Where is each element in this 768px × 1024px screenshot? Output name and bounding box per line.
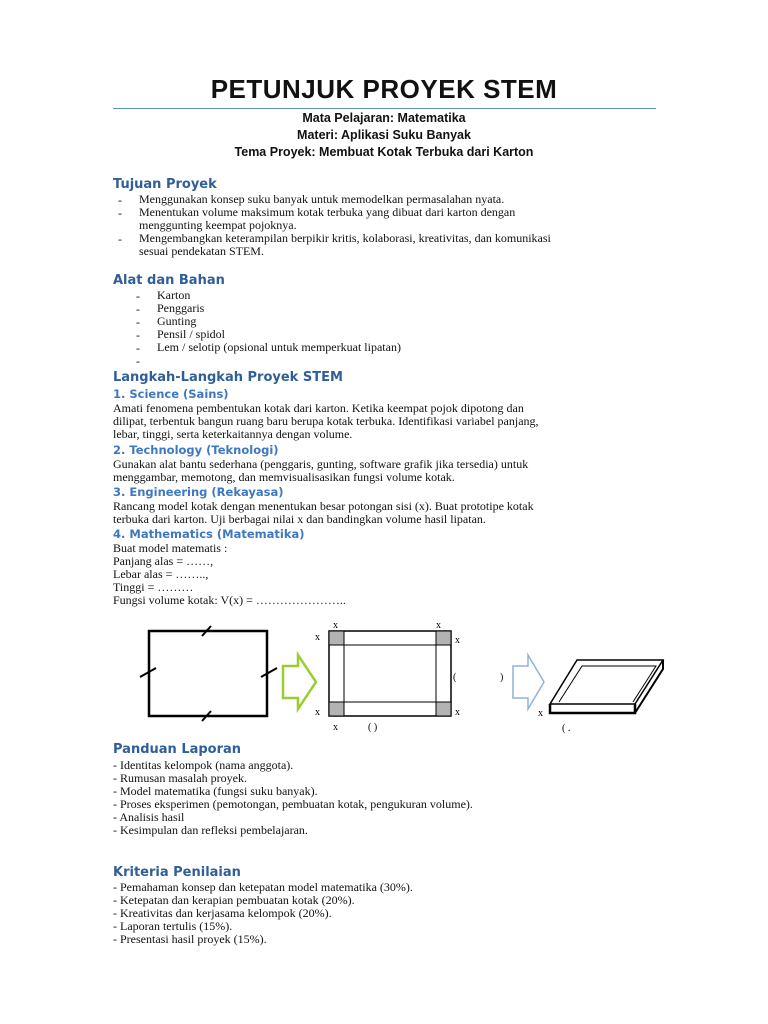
label-x: x	[333, 722, 338, 733]
list-item: - Kreativitas dan kerjasama kelompok (20%).	[113, 906, 332, 920]
list-item: - Proses eksperimen (pemotongan, pembuatan kotak, pengukuran volume).	[113, 797, 473, 811]
list-item: - Analisis hasil	[113, 810, 185, 824]
technology-heading: 2. Technology (Teknologi)	[113, 443, 279, 457]
paragraph-line: Gunakan alat bantu sederhana (penggaris, gunting, software grafik jika tersedia) untuk	[113, 457, 529, 471]
corner-square	[436, 702, 451, 716]
paragraph-line: Lebar alas = ……..,	[113, 567, 209, 581]
carton-sheet	[140, 626, 277, 721]
cut-corners-sheet	[315, 620, 460, 733]
mathematics-heading: 4. Mathematics (Matematika)	[113, 527, 305, 541]
label-paren: ( .	[562, 723, 571, 734]
material-line: Materi: Aplikasi Suku Banyak	[297, 128, 471, 142]
paragraph-line: terbuka dari karton. Uji berbagai nilai x dan bandingkan volume hasil lipatan.	[113, 512, 486, 526]
list-item: - Rumusan masalah proyek.	[113, 771, 247, 785]
list-bullet: -	[136, 328, 140, 342]
label-paren: ( )	[368, 722, 378, 733]
label-x: x	[315, 632, 320, 643]
paragraph-line: Tinggi = ………	[113, 580, 194, 594]
paragraph-line: menggambar, memotong, dan memvisualisasikan fungsi volume kotak.	[113, 470, 455, 484]
alat-heading: Alat dan Bahan	[113, 273, 225, 288]
list-bullet: -	[118, 193, 122, 207]
page-title: PETUNJUK PROYEK STEM	[210, 74, 558, 104]
label-x: x	[315, 707, 320, 718]
list-bullet: -	[136, 315, 140, 329]
list-bullet: -	[136, 289, 140, 303]
list-bullet: -	[118, 206, 122, 220]
list-item: Pensil / spidol	[157, 327, 226, 341]
label-paren: )	[500, 672, 504, 683]
subject-line: Mata Pelajaran: Matematika	[302, 111, 466, 125]
corner-square	[329, 702, 344, 716]
paragraph-line: Fungsi volume kotak: V(x) = …………………..	[113, 593, 346, 607]
paragraph-line: Buat model matematis :	[113, 541, 228, 555]
paragraph-line: dilipat, terbentuk bangun ruang baru berupa kotak terbuka. Identifikasi variabel panjang,	[113, 414, 539, 428]
paragraph-line: Panjang alas = ……,	[113, 554, 214, 568]
paragraph-line: Amati fenomena pembentukan kotak dari karton. Ketika keempat pojok dipotong dan	[113, 401, 524, 415]
corner-square	[436, 631, 451, 645]
list-item: Mengembangkan keterampilan berpikir kritis, kolaborasi, kreativitas, dan komunikasi	[139, 231, 551, 245]
list-item: - Ketepatan dan kerapian pembuatan kotak (20%).	[113, 893, 355, 907]
kriteria-heading: Kriteria Penilaian	[113, 865, 241, 880]
label-x: x	[436, 620, 441, 631]
label-paren: (	[453, 672, 457, 683]
paragraph-line: Rancang model kotak dengan menentukan besar potongan sisi (x). Buat prototipe kotak	[113, 499, 534, 513]
list-bullet: -	[136, 341, 140, 355]
langkah-heading: Langkah-Langkah Proyek STEM	[113, 370, 343, 385]
list-item-continued: sesuai pendekatan STEM.	[139, 244, 264, 258]
list-item: Menggunakan konsep suku banyak untuk memodelkan permasalahan nyata.	[139, 192, 505, 206]
list-item: - Identitas kelompok (nama anggota).	[113, 758, 294, 772]
corner-square	[329, 631, 344, 645]
open-box	[538, 660, 663, 734]
paragraph-line: lebar, tinggi, serta keterkaitannya dengan volume.	[113, 427, 353, 441]
label-x: x	[333, 620, 338, 631]
science-heading: 1. Science (Sains)	[113, 387, 229, 401]
label-x: x	[455, 635, 460, 646]
list-bullet: -	[118, 232, 122, 246]
list-item: Gunting	[157, 314, 197, 328]
tujuan-heading: Tujuan Proyek	[113, 177, 217, 192]
label-x: x	[538, 708, 543, 719]
box-folding-diagram	[130, 618, 670, 738]
list-item: - Laporan tertulis (15%).	[113, 919, 233, 933]
title-divider	[113, 108, 656, 109]
label-x: x	[455, 707, 460, 718]
engineering-heading: 3. Engineering (Rekayasa)	[113, 485, 284, 499]
cut-mark	[261, 668, 277, 677]
laporan-heading: Panduan Laporan	[113, 742, 242, 757]
list-bullet: -	[136, 302, 140, 316]
list-item: - Kesimpulan dan refleksi pembelajaran.	[113, 823, 308, 837]
arrow-right-icon	[513, 655, 544, 709]
list-item: - Pemahaman konsep dan ketepatan model matematika (30%).	[113, 880, 413, 894]
list-item: - Model matematika (fungsi suku banyak).	[113, 784, 318, 798]
theme-line: Tema Proyek: Membuat Kotak Terbuka dari Karton	[234, 145, 534, 159]
list-item-continued: menggunting keempat pojoknya.	[139, 218, 297, 232]
list-bullet: -	[136, 354, 140, 368]
list-item: Menentukan volume maksimum kotak terbuka yang dibuat dari karton dengan	[139, 205, 516, 219]
list-item: Karton	[157, 288, 191, 302]
list-item: Lem / selotip (opsional untuk memperkuat lipatan)	[157, 340, 401, 354]
list-item: Penggaris	[157, 301, 205, 315]
arrow-right-icon	[283, 655, 316, 709]
list-item: - Presentasi hasil proyek (15%).	[113, 932, 267, 946]
